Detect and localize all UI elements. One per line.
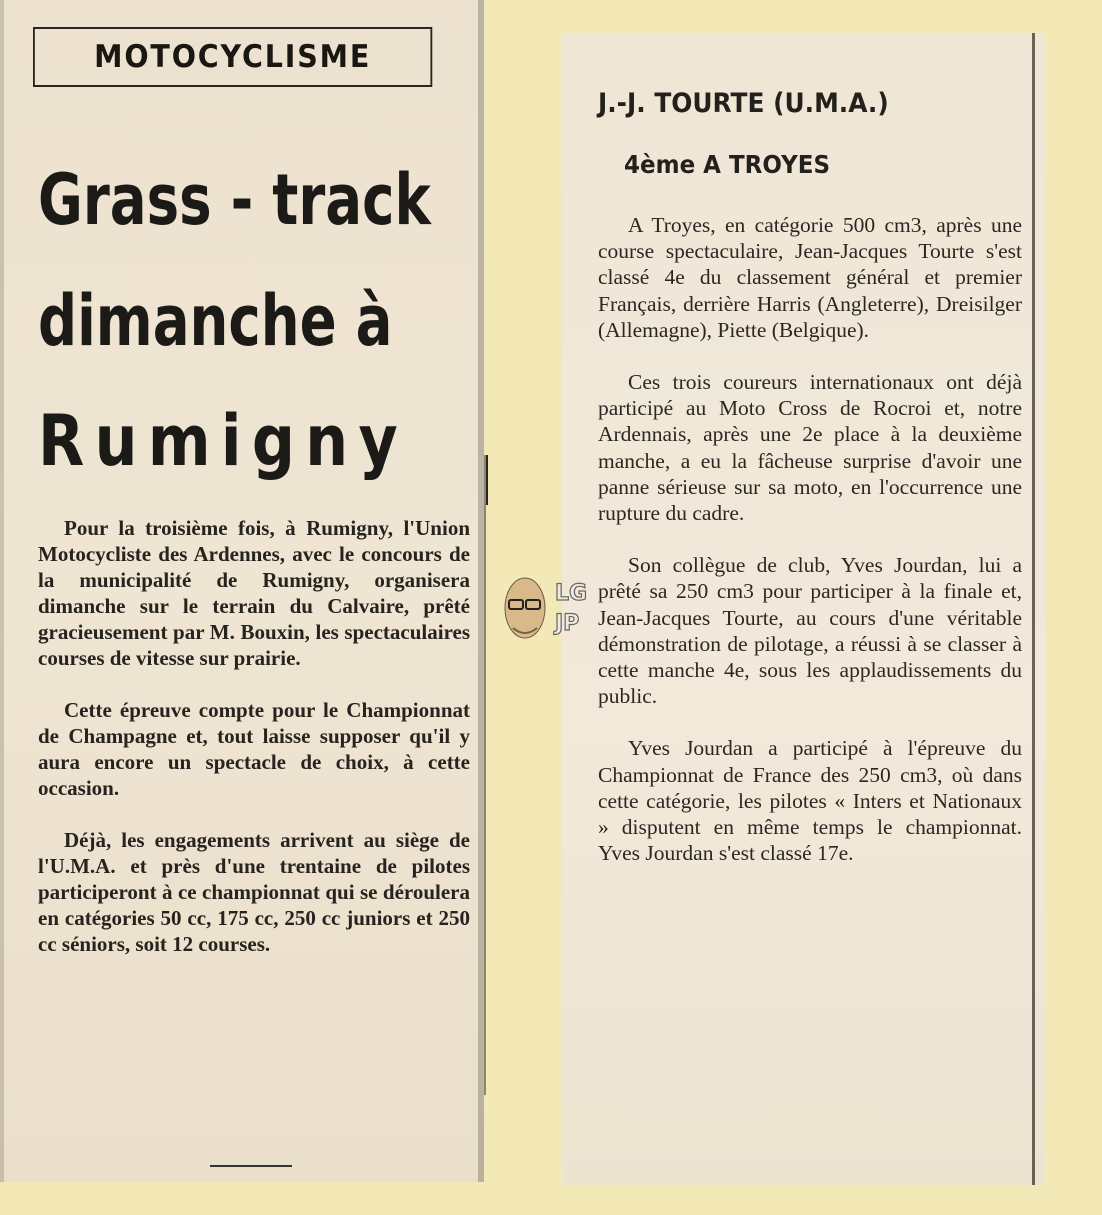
watermark-text-top: LG (555, 581, 588, 606)
article-end-rule (210, 1165, 292, 1167)
left-paragraph-1: Pour la troisième fois, à Rumigny, l'Union Motocycliste des Ardennes, avec le concours de la municipalité de Rumigny, organisera dimanche sur le terrain du Calvaire, prêté gracieusement par M. Bouxin, les spectaculaires courses de vitesse sur prairie. (38, 516, 470, 670)
headline (38, 145, 483, 491)
right-clipping-edge (1032, 33, 1035, 1185)
right-kicker: J.-J. TOURTE (U.M.A.) (598, 88, 889, 119)
headline-side-rule (486, 455, 488, 505)
left-clipping-edge (0, 0, 4, 1182)
headline-line-3: Rumigny (38, 400, 409, 482)
right-subkicker: 4ème A TROYES (624, 150, 831, 179)
left-paragraph-2: Cette épreuve compte pour le Championnat de Champagne et, tout laisse supposer qu'il y aura encore un spectacle de choix, à cette occasion. (38, 698, 470, 800)
right-paragraph-1: A Troyes, en catégorie 500 cm3, après une course spectaculaire, Jean-Jacques Tourte s'est classé 4e du classement général et premier Français, derrière Harris (Angleterre), Dreisilger (Allemagne), Piette (Belgique). (598, 213, 1022, 342)
right-paragraph-3: Son collègue de club, Yves Jourdan, lui a prêté sa 250 cm3 pour participer à la finale et, Jean-Jacques Tourte, au cours d'une véritable démonstration de pilotage, a réussi à se classer à cette manche 4e, sous les applaudissements du public. (598, 553, 1022, 709)
right-paragraph-4: Yves Jourdan a participé à l'épreuve du Championnat de France des 250 cm3, où dans cette catégorie, les pilotes « Inters et Nationaux » disputent en même temps le championnat. Yves Jourdan s'est classé 17e. (598, 736, 1022, 866)
portrait-icon (505, 578, 545, 638)
right-paragraph-2: Ces trois coureurs internationaux ont déjà participé au Moto Cross de Rocroi et, notre Ardennais, après une 2e place à la deuxième manche, a eu la fâcheuse surprise d'avoir une panne sérieuse sur sa moto, en l'occurrence une rupture du cadre. (598, 370, 1022, 526)
rubric-motocyclisme: MOTOCYCLISME (33, 27, 432, 87)
watermark-text-bottom: JP (555, 611, 580, 636)
left-paragraph-3: Déjà, les engagements arrivent au siège de l'U.M.A. et près d'une trentaine de pilotes participeront à ce championnat qui se déroulera en catégories 50 cc, 175 cc, 250 cc juniors et 250 cc séniors, soit 12 courses. (38, 828, 470, 956)
watermark-logo (497, 568, 607, 648)
right-article-body (598, 212, 1022, 892)
left-article-body (38, 515, 470, 983)
column-divider (484, 455, 486, 1095)
headline-line-2: dimanche à (38, 280, 393, 362)
headline-line-1: Grass - track (38, 159, 431, 241)
